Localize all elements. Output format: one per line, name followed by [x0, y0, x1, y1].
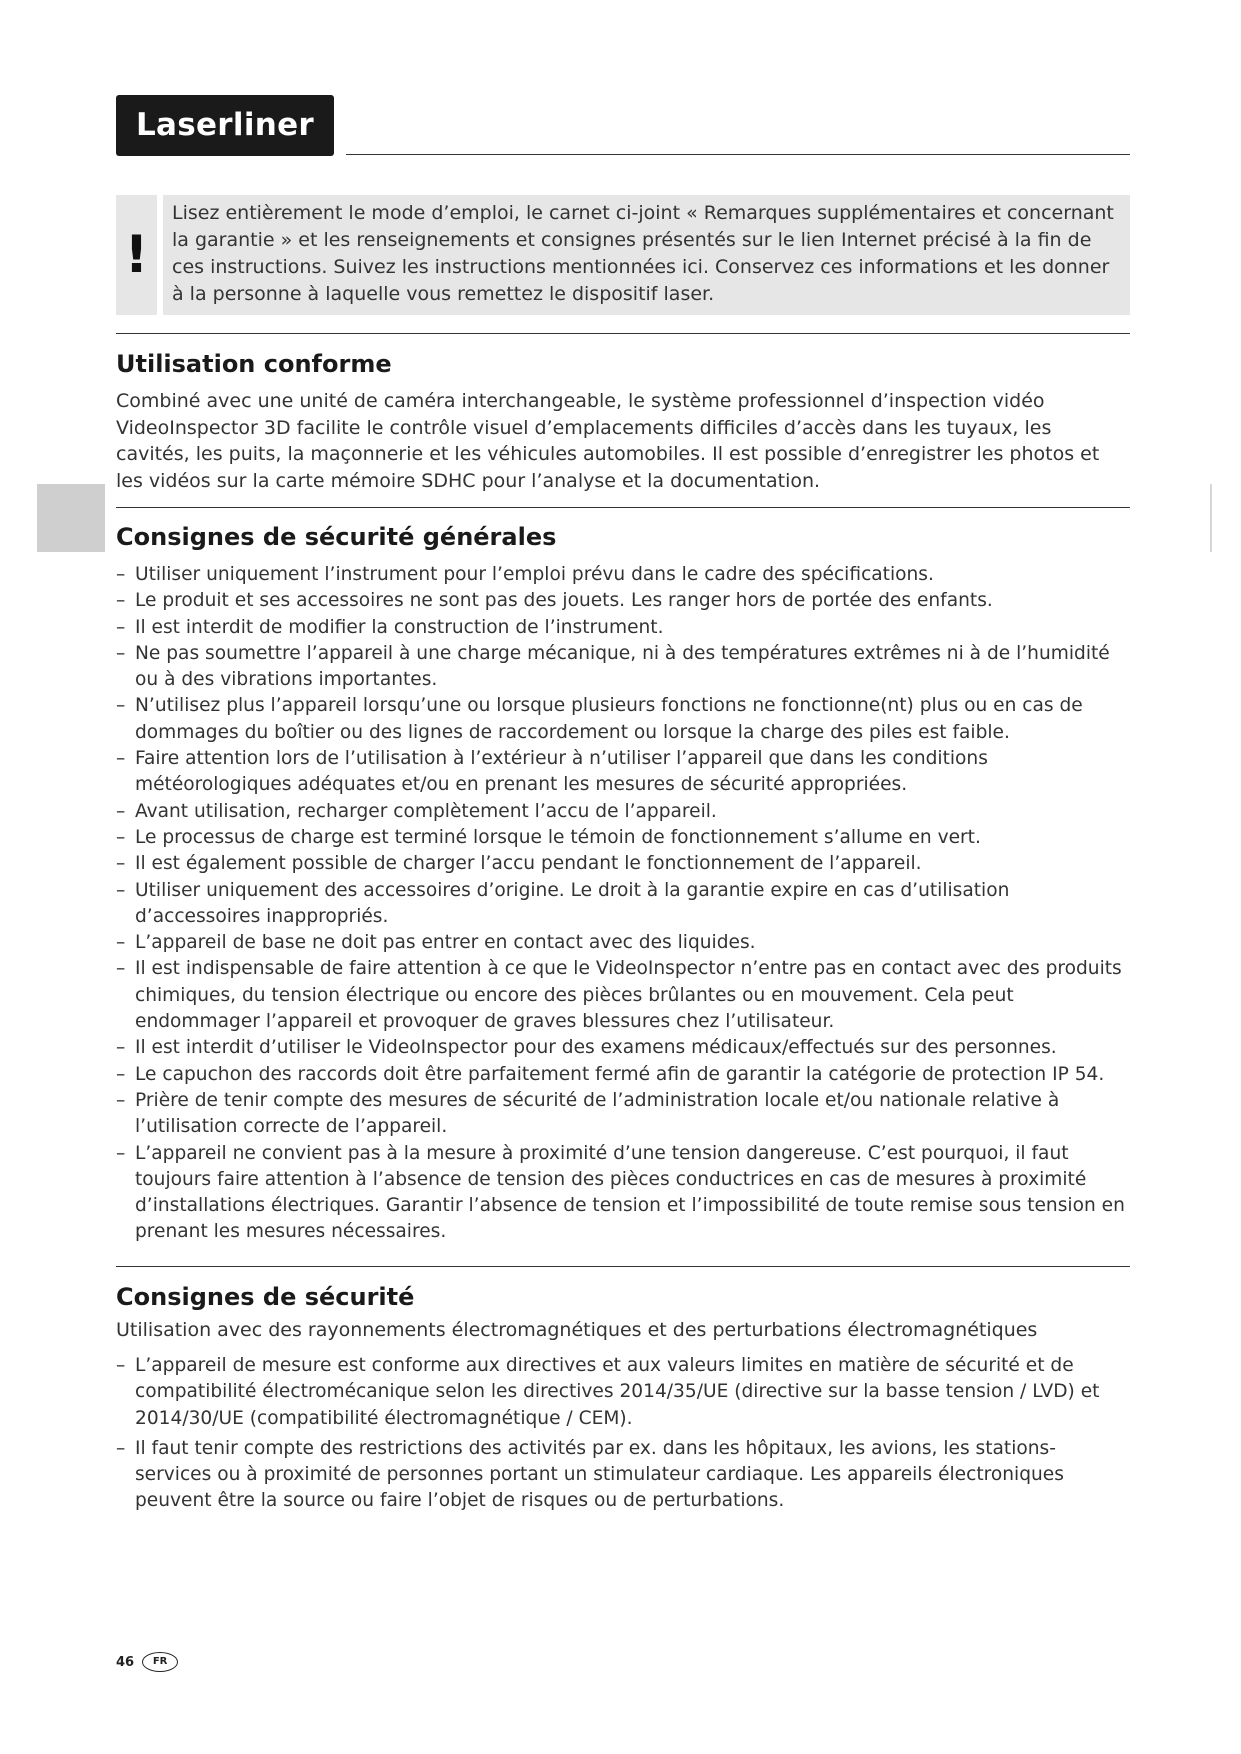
list-item: – Ne pas soumettre l’appareil à une charge mécanique, ni à des températures extrêmes ni à de l’humidité ou à des vibrations importantes.: [116, 641, 1132, 694]
list-item: – L’appareil de base ne doit pas entrer en contact avec des liquides.: [116, 930, 1132, 956]
list-item: – Le capuchon des raccords doit être parfaitement fermé afin de garantir la catégorie de protection IP 54.: [116, 1062, 1132, 1088]
list-item: – Il est interdit de modifier la construction de l’instrument.: [116, 615, 1132, 641]
list-item: – Utiliser uniquement des accessoires d’origine. Le droit à la garantie expire en cas d’utilisation d’accessoires inappropriés.: [116, 878, 1132, 931]
exclamation-icon: !: [116, 195, 157, 315]
section-subtitle-emc: Utilisation avec des rayonnements électromagnétiques et des perturbations électromagnétiques: [116, 1319, 1038, 1341]
list-item: – N’utilisez plus l’appareil lorsqu’une ou lorsque plusieurs fonctions ne fonctionne(nt) plus ou en cas de dommages du boîtier ou des lignes de raccordement ou lorsque la charge des piles est faible.: [116, 693, 1132, 746]
list-item: – Faire attention lors de l’utilisation à l’extérieur à n’utiliser l’appareil que dans les conditions météorologiques adéquates et/ou en prenant les mesures de sécurité appropriées.: [116, 746, 1132, 799]
notice-text: Lisez entièrement le mode d’emploi, le carnet ci-joint « Remarques supplémentaires et concernant la garantie » et les renseignements et consignes présentés sur le lien Internet précisé à la fin de ces instructions. Suivez les instructions mentionnées ici. Conservez ces informations et les donner à la personne à laquelle vous remettez le dispositif laser.: [172, 202, 1114, 305]
list-item: – L’appareil ne convient pas à la mesure à proximité d’une tension dangereuse. C’est pourquoi, il faut toujours faire attention à l’absence de tension des pièces conductrices en cas de mesures à proximité d’installations électriques. Garantir l’absence de tension et l’impossibilité de toute remise sous tension en prenant les mesures nécessaires.: [116, 1141, 1132, 1246]
page-footer: [116, 1650, 178, 1674]
list-item: – Le produit et ses accessoires ne sont pas des jouets. Les ranger hors de portée des enfants.: [116, 588, 1132, 614]
section-divider: [116, 333, 1130, 334]
list-item: – Il est indispensable de faire attention à ce que le VideoInspector n’entre pas en contact avec des produits chimiques, du tension électrique ou encore des pièces brûlantes ou en mouvement. Cela peut endommager l’appareil et provoquer de graves blessures chez l’utilisateur.: [116, 956, 1132, 1035]
list-item: – Il faut tenir compte des restrictions des activités par ex. dans les hôpitaux, les avions, les stations-services ou à proximité de personnes portant un stimulateur cardiaque. Les appareils électroniques peuvent être la source ou faire l’objet de risques ou de perturbations.: [116, 1436, 1132, 1515]
safety-list-general: [116, 562, 1132, 1246]
list-item: – L’appareil de mesure est conforme aux directives et aux valeurs limites en matière de sécurité et de compatibilité électromécanique selon les directives 2014/35/UE (directive sur la basse tension / LVD) et 2014/30/UE (compatibilité électromagnétique / CEM).: [116, 1353, 1132, 1432]
list-item: – Utiliser uniquement l’instrument pour l’emploi prévu dans le cadre des spécifications.: [116, 562, 1132, 588]
scrollbar-track: [1210, 484, 1212, 552]
notice-box: [163, 195, 1130, 315]
list-item: – Il est également possible de charger l’accu pendant le fonctionnement de l’appareil.: [116, 851, 1132, 877]
safety-list-emc: [116, 1353, 1132, 1515]
list-item: – Prière de tenir compte des mesures de sécurité de l’administration locale et/ou nationale relative à l’utilisation correcte de l’appareil.: [116, 1088, 1132, 1141]
section-divider: [116, 1266, 1130, 1267]
language-badge: FR: [142, 1652, 178, 1672]
list-item: – Il est interdit d’utiliser le VideoInspector pour des examens médicaux/effectués sur des personnes.: [116, 1035, 1132, 1061]
list-item: – Le processus de charge est terminé lorsque le témoin de fonctionnement s’allume en vert.: [116, 825, 1132, 851]
section-title-utilisation-conforme: Utilisation conforme: [116, 350, 392, 378]
section-divider: [116, 507, 1130, 508]
section-title-consignes-securite: Consignes de sécurité: [116, 1283, 415, 1311]
side-tab-marker: [37, 484, 105, 552]
section-body-utilisation-conforme: Combiné avec une unité de caméra interchangeable, le système professionnel d’inspection vidéo VideoInspector 3D facilite le contrôle visuel d’emplacements difficiles d’accès dans les tuyaux, les cavités, les puits, la maçonnerie et les véhicules automobiles. Il est possible d’enregistrer les photos et les vidéos sur la carte mémoire SDHC pour l’analyse et la documentation.: [116, 390, 1100, 492]
header-divider: [346, 154, 1130, 155]
list-item: – Avant utilisation, recharger complètement l’accu de l’appareil.: [116, 799, 1132, 825]
brand-logo: Laserliner: [116, 95, 334, 156]
page-number: 46: [116, 1654, 135, 1670]
section-title-consignes-generales: Consignes de sécurité générales: [116, 523, 557, 551]
